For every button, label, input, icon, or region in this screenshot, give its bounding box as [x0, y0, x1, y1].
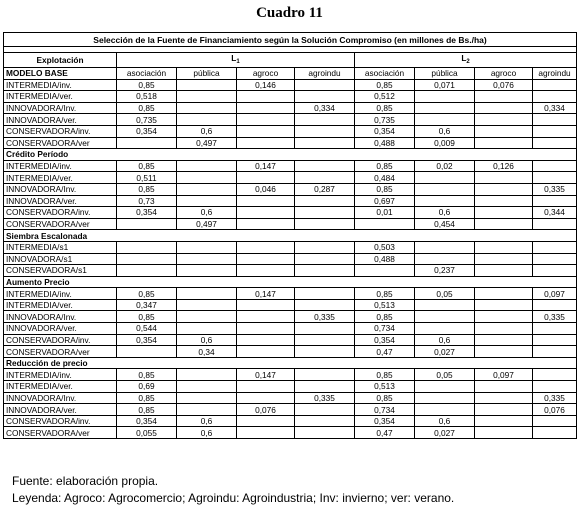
value-cell [237, 114, 295, 126]
row-label: INNOVADORA/ver. [4, 114, 117, 126]
value-cell [177, 195, 237, 207]
value-cell: 0,287 [295, 183, 355, 195]
section-title: Siembra Escalonada [4, 230, 577, 242]
row-label: INTERMEDIA/inv. [4, 160, 117, 172]
row-label: INNOVADORA/ver. [4, 323, 117, 335]
value-cell [237, 381, 295, 393]
value-cell [295, 91, 355, 103]
value-cell [177, 114, 237, 126]
value-cell: 0,734 [355, 404, 415, 416]
value-cell: 0,334 [533, 102, 577, 114]
value-cell: 0,147 [237, 288, 295, 300]
value-cell [295, 346, 355, 358]
value-cell [237, 253, 295, 265]
value-cell: 0,85 [117, 79, 177, 91]
table-row [4, 114, 577, 126]
table-row [4, 323, 577, 335]
value-cell [295, 381, 355, 393]
value-cell: 0,335 [533, 392, 577, 404]
value-cell: 0,344 [533, 207, 577, 219]
value-cell [475, 253, 533, 265]
financing-table [3, 32, 577, 439]
value-cell [475, 392, 533, 404]
value-cell [415, 195, 475, 207]
value-cell [295, 369, 355, 381]
value-cell: 0,85 [117, 369, 177, 381]
value-cell: 0,85 [355, 288, 415, 300]
value-cell [475, 346, 533, 358]
value-cell [533, 346, 577, 358]
table-row [4, 392, 577, 404]
value-cell: 0,69 [117, 381, 177, 393]
value-cell [295, 172, 355, 184]
value-cell [475, 265, 533, 277]
value-cell: 0,85 [355, 369, 415, 381]
value-cell: 0,6 [177, 334, 237, 346]
value-cell [415, 311, 475, 323]
value-cell: 0,237 [415, 265, 475, 277]
value-cell: 0,85 [117, 311, 177, 323]
table-row [4, 381, 577, 393]
value-cell: 0,85 [117, 288, 177, 300]
row-label: CONSERVADORA/inv. [4, 334, 117, 346]
value-cell [533, 172, 577, 184]
table-row [4, 299, 577, 311]
table-row [4, 241, 577, 253]
value-cell: 0,097 [533, 288, 577, 300]
value-cell [475, 183, 533, 195]
value-cell [177, 253, 237, 265]
value-cell [415, 323, 475, 335]
value-cell [415, 299, 475, 311]
value-cell [415, 114, 475, 126]
value-cell: 0,097 [475, 369, 533, 381]
section-row [4, 149, 577, 161]
value-cell [295, 207, 355, 219]
value-cell [117, 253, 177, 265]
value-cell [237, 265, 295, 277]
table-row [4, 102, 577, 114]
value-cell [533, 160, 577, 172]
value-cell: 0,076 [533, 404, 577, 416]
value-cell [475, 102, 533, 114]
value-cell [177, 183, 237, 195]
value-cell: 0,735 [117, 114, 177, 126]
value-cell [475, 427, 533, 439]
value-cell: 0,497 [177, 137, 237, 149]
value-cell: 0,454 [415, 218, 475, 230]
value-cell: 0,009 [415, 137, 475, 149]
value-cell [533, 369, 577, 381]
value-cell [237, 392, 295, 404]
value-cell: 0,497 [177, 218, 237, 230]
section-title: Reducción de precio [4, 357, 577, 369]
value-cell [177, 311, 237, 323]
value-cell [533, 265, 577, 277]
value-cell [295, 125, 355, 137]
value-cell [177, 241, 237, 253]
value-cell: 0,85 [117, 404, 177, 416]
row-label: INNOVADORA/s1 [4, 253, 117, 265]
value-cell [295, 218, 355, 230]
row-label: INTERMEDIA/s1 [4, 241, 117, 253]
table-row [4, 195, 577, 207]
value-cell: 0,335 [533, 311, 577, 323]
table-row [4, 311, 577, 323]
row-label: CONSERVADORA/inv. [4, 207, 117, 219]
value-cell: 0,6 [415, 125, 475, 137]
row-label: CONSERVADORA/ver [4, 346, 117, 358]
value-cell [475, 125, 533, 137]
value-cell: 0,85 [355, 311, 415, 323]
value-cell [533, 253, 577, 265]
value-cell [295, 253, 355, 265]
value-cell [295, 323, 355, 335]
row-label: INTERMEDIA/inv. [4, 288, 117, 300]
row-label: CONSERVADORA/inv. [4, 415, 117, 427]
row-label: CONSERVADORA/ver [4, 137, 117, 149]
value-cell [177, 404, 237, 416]
value-cell: 0,6 [177, 125, 237, 137]
row-label: INTERMEDIA/inv. [4, 369, 117, 381]
value-cell [415, 91, 475, 103]
value-cell [533, 125, 577, 137]
value-cell [177, 381, 237, 393]
value-cell: 0,354 [355, 125, 415, 137]
value-cell [533, 241, 577, 253]
value-cell: 0,071 [415, 79, 475, 91]
header-group-l1 [117, 53, 355, 68]
value-cell: 0,354 [355, 334, 415, 346]
value-cell [295, 334, 355, 346]
footer-source: Fuente: elaboración propia. [12, 474, 159, 488]
value-cell: 0,34 [177, 346, 237, 358]
value-cell: 0,05 [415, 369, 475, 381]
value-cell: 0,85 [355, 79, 415, 91]
table-row [4, 137, 577, 149]
value-cell: 0,335 [295, 392, 355, 404]
value-cell [475, 137, 533, 149]
value-cell [475, 381, 533, 393]
value-cell [117, 265, 177, 277]
value-cell: 0,734 [355, 323, 415, 335]
value-cell [295, 79, 355, 91]
value-cell [475, 172, 533, 184]
value-cell [177, 299, 237, 311]
value-cell [237, 323, 295, 335]
value-cell [237, 218, 295, 230]
row-label: INTERMEDIA/ver. [4, 381, 117, 393]
row-label: INTERMEDIA/inv. [4, 79, 117, 91]
table-row [4, 253, 577, 265]
value-cell: 0,513 [355, 299, 415, 311]
value-cell [117, 137, 177, 149]
table-row [4, 288, 577, 300]
value-cell: 0,85 [355, 102, 415, 114]
table-row [4, 404, 577, 416]
value-cell: 0,85 [355, 392, 415, 404]
value-cell [533, 323, 577, 335]
value-cell: 0,511 [117, 172, 177, 184]
value-cell: 0,334 [295, 102, 355, 114]
table-row [4, 160, 577, 172]
table-row [4, 218, 577, 230]
value-cell [475, 91, 533, 103]
value-cell: 0,513 [355, 381, 415, 393]
table-row [4, 91, 577, 103]
value-cell [475, 114, 533, 126]
value-cell: 0,73 [117, 195, 177, 207]
section-row [4, 357, 577, 369]
value-cell [475, 218, 533, 230]
row-label: CONSERVADORA/ver [4, 427, 117, 439]
value-cell [533, 195, 577, 207]
value-cell [237, 102, 295, 114]
value-cell [295, 160, 355, 172]
section-row [4, 230, 577, 242]
table-row [4, 427, 577, 439]
value-cell [117, 218, 177, 230]
value-cell: 0,354 [117, 415, 177, 427]
value-cell [533, 114, 577, 126]
header-group-l1-letter: L [231, 53, 237, 63]
header-group-l1-sub: 1 [236, 59, 240, 65]
value-cell [237, 346, 295, 358]
value-cell: 0,488 [355, 253, 415, 265]
value-cell: 0,02 [415, 160, 475, 172]
value-cell: 0,85 [117, 102, 177, 114]
value-cell [295, 427, 355, 439]
table-row [4, 415, 577, 427]
value-cell [475, 288, 533, 300]
value-cell: 0,335 [295, 311, 355, 323]
value-cell [177, 392, 237, 404]
value-cell: 0,544 [117, 323, 177, 335]
row-label: INTERMEDIA/ver. [4, 172, 117, 184]
value-cell [237, 427, 295, 439]
value-cell: 0,354 [355, 415, 415, 427]
value-cell [237, 125, 295, 137]
row-label: INNOVADORA/Inv. [4, 183, 117, 195]
value-cell: 0,503 [355, 241, 415, 253]
value-cell: 0,146 [237, 79, 295, 91]
value-cell: 0,85 [355, 160, 415, 172]
value-cell: 0,354 [117, 125, 177, 137]
value-cell: 0,6 [415, 207, 475, 219]
column-header: pública [177, 68, 237, 80]
value-cell [533, 137, 577, 149]
column-header: agroindu [533, 68, 577, 80]
value-cell [415, 172, 475, 184]
value-cell: 0,05 [415, 288, 475, 300]
table-caption: Selección de la Fuente de Financiamiento según la Solución Compromiso (en millones de Bs./ha) [4, 33, 577, 47]
value-cell [415, 241, 475, 253]
value-cell [177, 160, 237, 172]
value-cell [415, 253, 475, 265]
column-header: pública [415, 68, 475, 80]
table-row [4, 369, 577, 381]
value-cell [237, 299, 295, 311]
value-cell: 0,027 [415, 346, 475, 358]
table-row [4, 172, 577, 184]
value-cell: 0,6 [177, 415, 237, 427]
value-cell [117, 346, 177, 358]
value-cell: 0,6 [177, 427, 237, 439]
table-row [4, 79, 577, 91]
value-cell: 0,354 [117, 207, 177, 219]
table-row [4, 334, 577, 346]
value-cell: 0,01 [355, 207, 415, 219]
value-cell [177, 323, 237, 335]
header-modelo-base: MODELO BASE [4, 68, 117, 80]
value-cell: 0,126 [475, 160, 533, 172]
value-cell [237, 311, 295, 323]
value-cell [177, 102, 237, 114]
value-cell: 0,47 [355, 346, 415, 358]
value-cell: 0,697 [355, 195, 415, 207]
value-cell [533, 218, 577, 230]
value-cell [533, 91, 577, 103]
value-cell [475, 195, 533, 207]
value-cell [355, 265, 415, 277]
value-cell: 0,735 [355, 114, 415, 126]
value-cell [177, 265, 237, 277]
value-cell [295, 265, 355, 277]
column-header: asociación [117, 68, 177, 80]
value-cell: 0,85 [117, 392, 177, 404]
value-cell [237, 172, 295, 184]
value-cell [475, 207, 533, 219]
value-cell [177, 79, 237, 91]
value-cell [475, 415, 533, 427]
header-group-l2-letter: L [461, 53, 467, 63]
value-cell [415, 183, 475, 195]
value-cell [295, 288, 355, 300]
value-cell: 0,076 [475, 79, 533, 91]
column-header: agroindu [295, 68, 355, 80]
value-cell [237, 195, 295, 207]
row-label: INTERMEDIA/ver. [4, 91, 117, 103]
column-header: asociación [355, 68, 415, 80]
value-cell [475, 311, 533, 323]
footer-legend: Leyenda: Agroco: Agrocomercio; Agroindu: Agroindustria; Inv: invierno; ver: verano. [12, 491, 455, 505]
value-cell [295, 299, 355, 311]
value-cell: 0,518 [117, 91, 177, 103]
value-cell: 0,512 [355, 91, 415, 103]
value-cell [475, 334, 533, 346]
value-cell: 0,147 [237, 160, 295, 172]
value-cell: 0,335 [533, 183, 577, 195]
value-cell [415, 381, 475, 393]
value-cell [475, 323, 533, 335]
table-row [4, 265, 577, 277]
value-cell [295, 195, 355, 207]
value-cell [237, 207, 295, 219]
value-cell: 0,488 [355, 137, 415, 149]
value-cell [295, 415, 355, 427]
value-cell: 0,076 [237, 404, 295, 416]
value-cell: 0,354 [117, 334, 177, 346]
table-title: Cuadro 11 [256, 5, 323, 21]
value-cell [177, 172, 237, 184]
value-cell [237, 91, 295, 103]
value-cell [533, 334, 577, 346]
row-label: INNOVADORA/Inv. [4, 311, 117, 323]
value-cell [415, 102, 475, 114]
value-cell: 0,85 [355, 183, 415, 195]
value-cell: 0,85 [117, 160, 177, 172]
value-cell: 0,484 [355, 172, 415, 184]
value-cell [533, 79, 577, 91]
row-label: CONSERVADORA/inv. [4, 125, 117, 137]
header-explotacion: Explotación [4, 53, 117, 68]
row-label: INNOVADORA/ver. [4, 404, 117, 416]
value-cell [533, 415, 577, 427]
value-cell: 0,6 [177, 207, 237, 219]
value-cell [237, 415, 295, 427]
row-label: INNOVADORA/Inv. [4, 102, 117, 114]
column-header: agroco [237, 68, 295, 80]
section-title: Aumento Precio [4, 276, 577, 288]
value-cell: 0,347 [117, 299, 177, 311]
value-cell [475, 299, 533, 311]
value-cell [475, 241, 533, 253]
table-row [4, 207, 577, 219]
value-cell [475, 404, 533, 416]
row-label: CONSERVADORA/s1 [4, 265, 117, 277]
value-cell [295, 241, 355, 253]
row-label: INNOVADORA/ver. [4, 195, 117, 207]
row-label: INTERMEDIA/ver. [4, 299, 117, 311]
column-header: agroco [475, 68, 533, 80]
value-cell [177, 288, 237, 300]
value-cell [533, 381, 577, 393]
value-cell [117, 241, 177, 253]
value-cell: 0,85 [117, 183, 177, 195]
table-row [4, 125, 577, 137]
value-cell [177, 91, 237, 103]
value-cell: 0,6 [415, 415, 475, 427]
value-cell [533, 427, 577, 439]
section-title: Crédito Período [4, 149, 577, 161]
row-label: INNOVADORA/Inv. [4, 392, 117, 404]
row-label: CONSERVADORA/ver [4, 218, 117, 230]
value-cell [237, 334, 295, 346]
value-cell [295, 137, 355, 149]
value-cell: 0,027 [415, 427, 475, 439]
value-cell: 0,47 [355, 427, 415, 439]
value-cell [415, 404, 475, 416]
value-cell [415, 392, 475, 404]
value-cell [355, 218, 415, 230]
value-cell: 0,147 [237, 369, 295, 381]
value-cell [177, 369, 237, 381]
table-row [4, 183, 577, 195]
table-row [4, 346, 577, 358]
value-cell [295, 114, 355, 126]
value-cell [533, 299, 577, 311]
value-cell: 0,046 [237, 183, 295, 195]
value-cell: 0,055 [117, 427, 177, 439]
value-cell: 0,6 [415, 334, 475, 346]
value-cell [295, 404, 355, 416]
header-group-l2-sub: 2 [466, 59, 470, 65]
header-group-l2 [355, 53, 577, 68]
value-cell [237, 241, 295, 253]
value-cell [237, 137, 295, 149]
section-row [4, 276, 577, 288]
